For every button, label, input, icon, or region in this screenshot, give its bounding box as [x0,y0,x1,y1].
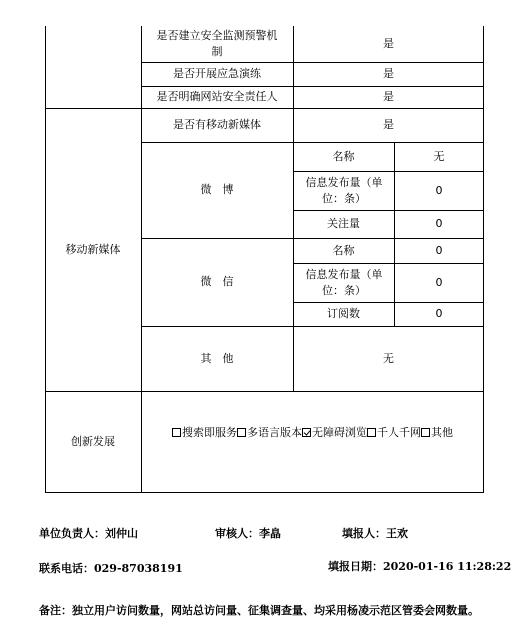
report-date: 填报日期：2020-01-16 11:28:22 [328,560,512,573]
footnote: 备注：独立用户访问数量，网站总访问量、征集调查量、均采用杨凌示范区管委会网数量。 [39,604,479,617]
contact-phone: 联系电话：029-87038191 [39,562,183,575]
wechat-posts-label: 信息发布量（单位：条） [305,267,383,297]
unit-head: 单位负责人：刘仲山 [39,527,138,540]
wechat-name-value: 0 [435,243,443,257]
early-warning-value: 是 [383,37,394,50]
drill-label: 是否开展应急演练 [173,67,261,80]
innovation-option[interactable]: 千人千网 [367,425,421,441]
wechat-subscribers-value: 0 [435,307,443,320]
filler: 填报人：王欢 [342,527,408,540]
reviewer: 审核人：李皛 [215,527,281,540]
checkbox-icon[interactable] [172,428,181,437]
checkbox-icon[interactable] [367,428,376,437]
weibo-posts-value: 0 [435,183,443,197]
innovation-option[interactable]: 无障碍浏览 [302,425,367,441]
responsible-label: 是否明确网站安全责任人 [156,90,278,103]
checkbox-icon[interactable] [421,428,430,437]
weibo-name-value: 无 [433,149,445,163]
other-media-value: 无 [383,351,394,365]
early-warning-label: 是否建立安全监测预警机制 [156,29,278,58]
wechat-posts-value: 0 [435,275,443,289]
weibo-name-label: 名称 [332,149,355,163]
weibo-posts-label: 信息发布量（单位：条） [305,175,383,205]
wechat-label: 微 信 [200,275,234,288]
innovation-option[interactable]: 搜索即服务 [172,425,237,441]
responsible-value: 是 [383,90,394,103]
drill-value: 是 [383,67,394,80]
innovation-options [141,391,484,475]
has-new-media-value: 是 [383,118,394,131]
new-media-section-label: 移动新媒体 [65,242,121,256]
wechat-subscribers-label: 订阅数 [327,307,360,320]
has-new-media-label: 是否有移动新媒体 [173,118,261,131]
innovation-label: 创新发展 [71,434,115,448]
innovation-option[interactable]: 其他 [421,425,453,441]
other-media-label: 其 他 [200,351,234,365]
innovation-option[interactable]: 多语言版本 [237,425,302,441]
wechat-name-label: 名称 [332,243,355,257]
checkbox-icon[interactable] [237,428,246,437]
checkbox-checked-icon[interactable] [302,428,311,437]
weibo-followers-label: 关注量 [327,217,360,230]
weibo-label: 微 博 [200,183,234,196]
weibo-followers-value: 0 [435,217,443,230]
